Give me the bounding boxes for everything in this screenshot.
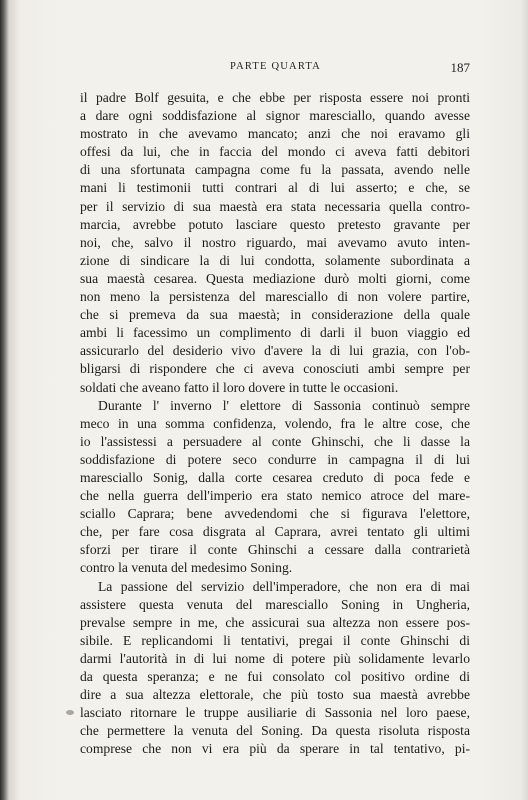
text-line: il padre Bolf gesuita, e che ebbe per risposta essere noi pronti [80, 90, 470, 105]
text-line: La passione del servizio dell'imperadore, che non era di mai [98, 578, 470, 594]
text-line: soldati che aveano fatto il loro dovere in tutte le occasioni. [80, 379, 399, 395]
text-line: assistere questa venuta del maresciallo Soning in Ungheria, [80, 596, 470, 612]
text-line: dire a sua altezza elettorale, che più tosto sua maestà avrebbe [80, 687, 470, 703]
text-line: che nella guerra dell'imperio era stato nemico atroce del mare- [80, 488, 470, 504]
text-line: sciallo Caprara; bene avvedendomi che si figurava l'elettore, [80, 506, 470, 522]
text-line: offesi da lui, che in faccia del mondo ci aveva fatti debitori [80, 144, 470, 160]
running-head: PARTE QUARTA [230, 61, 321, 72]
text-line: prevalse sempre in me, che assicurai sua altezza non essere pos- [80, 614, 470, 630]
text-line: che permettere la venuta del Soning. Da questa risoluta risposta [80, 723, 470, 739]
ink-smudge [66, 710, 74, 715]
text-line: lasciato ritornare le truppe ausiliarie di Sassonia nel loro paese, [80, 705, 470, 721]
text-line: io l'assistessi a persuadere al conte Ghinschi, che li dasse la [80, 433, 470, 449]
text-line: sua maestà cesarea. Questa mediazione durò molti giorni, come [80, 270, 470, 286]
text-line: da questa speranza; e ne fui consolato col positivo ordine di [80, 669, 470, 684]
text-line: di una sfortunata campagna come fu la passata, avendo nelle [80, 162, 470, 178]
text-line: a dare ogni soddisfazione al signor maresciallo, quando avesse [80, 108, 470, 124]
text-line: mostrato in che avevamo mancato; anzi che noi eravamo gli [80, 126, 470, 142]
text-line: ambi li facessimo un complimento di darli il buon viaggio ed [80, 325, 470, 341]
text-line: non meno la persistenza del maresciallo di non volere partire, [80, 289, 470, 305]
text-line: soddisfazione di potere seco condurre in campagna il di lui [80, 451, 470, 467]
text-line: comprese che non vi era più da sperare in tal tentativo, pi- [80, 741, 470, 757]
text-line: contro la venuta del medesimo Soning. [80, 560, 293, 576]
page-number: 187 [450, 60, 470, 75]
text-line: maresciallo Sonig, dalla corte cesarea creduto di poca fede e [80, 469, 470, 485]
text-line: mani li testimonii tutti contrari al di lui asserto; e che, se [80, 180, 470, 196]
text-line: noi, che, salvo il nostro riguardo, mai avevamo avuto inten- [80, 234, 470, 250]
page-header [80, 60, 470, 76]
text-line: per il servizio di sua maestà era stata necessaria quella contro- [80, 198, 470, 214]
text-line: marcia, avrebbe potuto lasciare questo pretesto gravante per [80, 216, 470, 232]
text-line: bligarsi di rispondere che ci aveva conosciuti ambi sempre per [80, 361, 470, 377]
text-line: Durante l' inverno l' elettore di Sassonia continuò sempre [98, 397, 470, 413]
body-text [80, 89, 470, 758]
text-line: che si premeva da sua maestà; in considerazione della quale [80, 307, 470, 323]
text-line: darmi l'autorità in di lui nome di potere più solidamente levarlo [80, 650, 470, 666]
text-line: meco in una somma confidenza, volendo, fra le altre cose, che [80, 415, 470, 431]
text-line: che, per fare cosa disgrata al Caprara, avrei tentato gli ultimi [80, 524, 470, 540]
text-line: assicurarlo del desiderio vivo d'avere la di lui grazia, con l'ob- [80, 343, 470, 359]
text-line: sibile. E replicandomi li tentativi, pregai il conte Ghinschi di [80, 632, 470, 648]
text-line: sforzi per tirare il conte Ghinschi a cessare dalla contrarietà [80, 542, 470, 558]
text-line: zione di sindicare la di lui condotta, solamente subordinata a [80, 252, 470, 268]
